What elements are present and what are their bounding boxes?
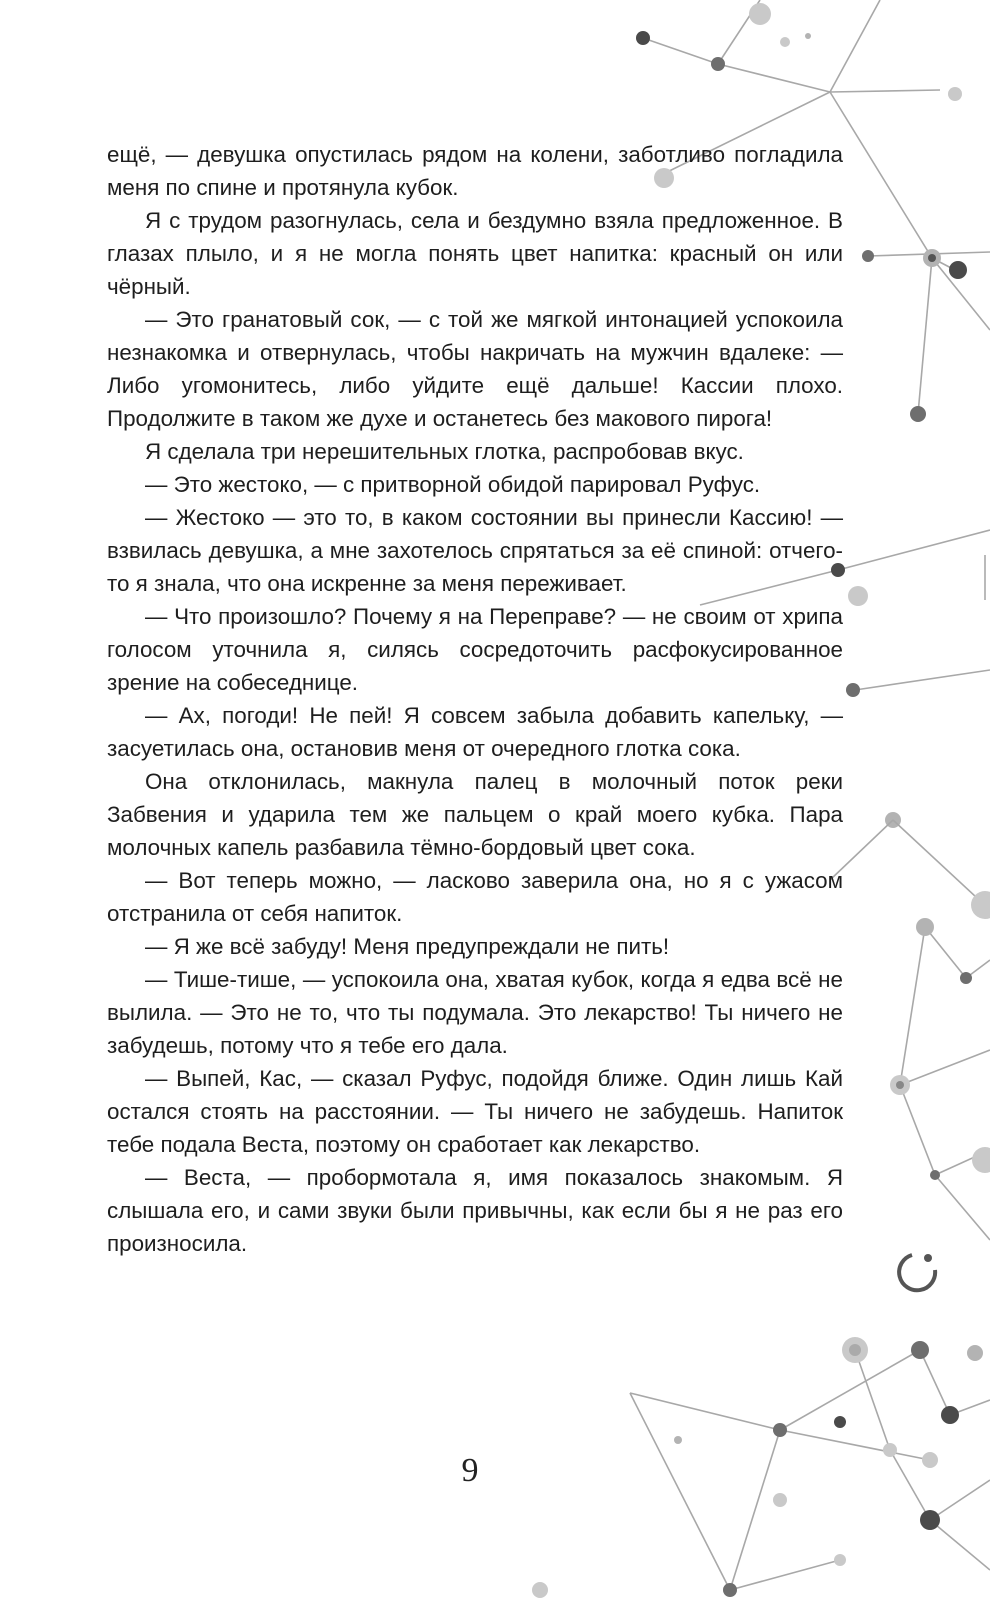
paragraph: — Тише-тише, — успокоила она, хватая кубок, когда я едва всё не вылила. — Это не то, что ты подумала. Это лекарство! Ты ничего не забудешь, потому что я тебе его дала. xyxy=(107,967,843,1058)
paragraph: — Веста, — пробормотала я, имя показалось знакомым. Я слышала его, и сами звуки были привычны, как если бы я не раз его произносила. xyxy=(107,1165,843,1256)
paragraph: — Ах, погоди! Не пей! Я совсем забыла добавить капельку, — засуетилась она, остановив меня от очередного глотка сока. xyxy=(107,703,843,761)
paragraph: — Выпей, Кас, — сказал Руфус, подойдя ближе. Один лишь Кай остался стоять на расстоянии. — Ты ничего не забудешь. Напиток тебе подала Веста, поэтому он сработает как лекарство. xyxy=(107,1066,843,1157)
constellation-lower xyxy=(890,891,990,1290)
paragraph: — Вот теперь можно, — ласково заверила она, но я с ужасом отстранила от себя напиток. xyxy=(107,868,843,926)
paragraph: — Это жестоко, — с притворной обидой парировал Руфус. xyxy=(145,472,761,497)
paragraph: Я с трудом разогнулась, села и бездумно взяла предложенное. В глазах плыло, и я не могла понять цвет напитка: красный он или чёрный. xyxy=(107,208,843,299)
paragraph: Она отклонилась, макнула палец в молочный поток реки Забвения и ударила тем же пальцем о край моего кубка. Пара молочных капель разбавила тёмно-бордовый цвет сока. xyxy=(107,769,843,860)
paragraph: — Что произошло? Почему я на Переправе? — не своим от хрипа голосом уточнила я, силясь сосредоточить расфокусированное зрение на собеседнице. xyxy=(107,604,843,695)
page-number: 9 xyxy=(461,1452,479,1489)
paragraph: — Это гранатовый сок, — с той же мягкой интонацией успокоила незнакомка и отвернулась, чтобы накричать на мужчин вдалеке: — Либо угомонитесь, либо уйдите ещё дальше! Кассии плохо. Продолжите в таком же духе и останетесь без макового пирога! xyxy=(107,307,843,431)
paragraph: — Я же всё забуду! Меня предупреждали не пить! xyxy=(145,934,670,959)
paragraph: ещё, — девушка опустилась рядом на колени, заботливо погладила меня по спине и протянула кубок. xyxy=(107,142,843,200)
page-text xyxy=(107,138,843,1260)
paragraph: Я сделала три нерешительных глотка, распробовав вкус. xyxy=(145,439,744,464)
paragraph: — Жестоко — это то, в каком состоянии вы принесли Кассию! — взвилась девушка, а мне захотелось спрятаться за её спиной: отчего-то я знала, что она искренне за меня переживает. xyxy=(107,505,843,596)
